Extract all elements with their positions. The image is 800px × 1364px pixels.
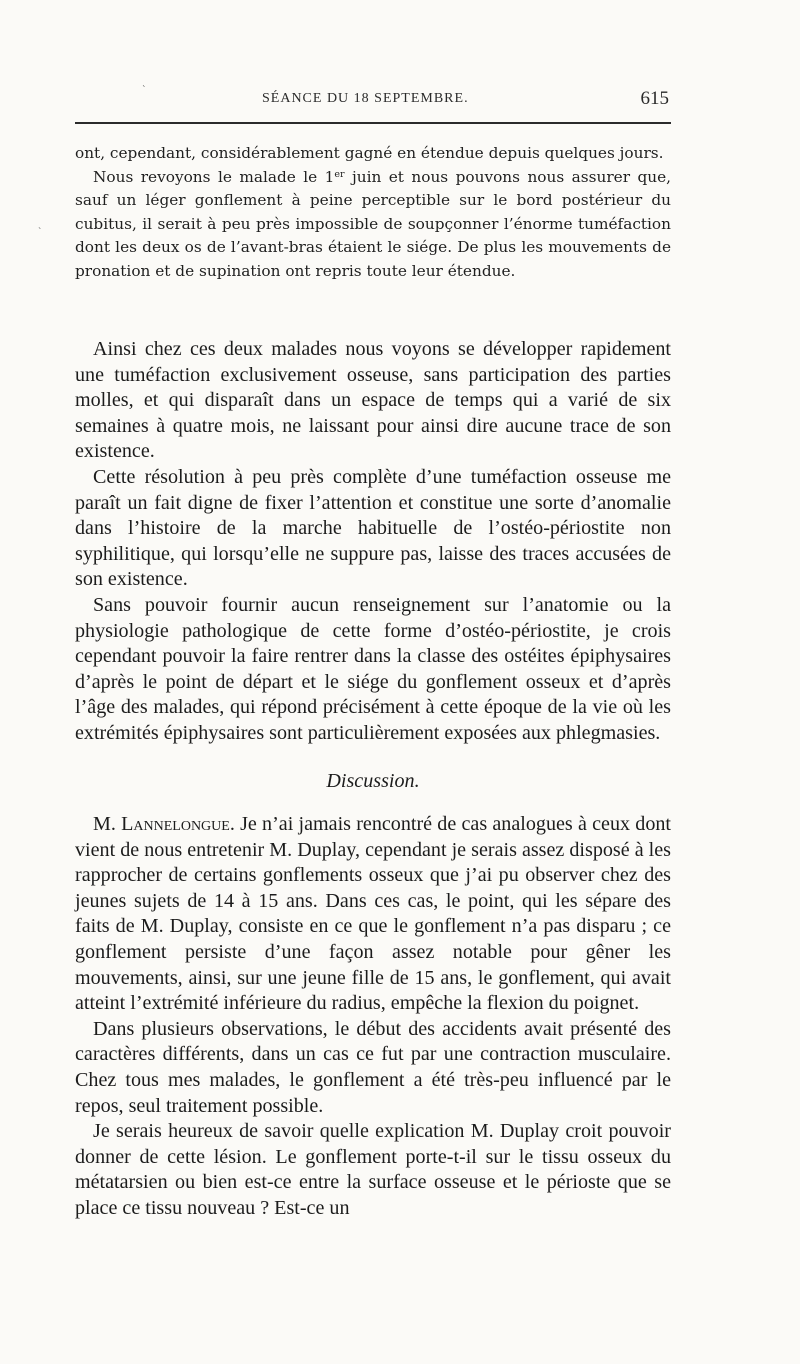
- paragraph: [75, 812, 671, 1017]
- main-text-block: [75, 337, 671, 1222]
- small-print-block: [75, 142, 671, 283]
- paragraph: [75, 166, 671, 284]
- text-run: Je n’ai jamais rencontré de cas analogues à ceux dont vient de nous entretenir M. Duplay, cependant je serais assez disposé à les rapprocher de certains gonflements osseux que j’ai pu observer chez des jeunes sujets de 14 à 15 ans. Dans ces cas, le point, qui les sépare des faits de M. Duplay, consiste en ce que le gonflement n’a pas disparu ; ce gonflement persiste d’une façon assez notable pour gêner les mouvements, ainsi, sur une jeune fille de 15 ans, le gonflement, qui avait atteint l’extrémité inférieure du radius, empêche la flexion du poignet.: [75, 813, 671, 1015]
- paragraph: Ainsi chez ces deux malades nous voyons se développer rapidement une tuméfaction exclusivement osseuse, sans participation des parties molles, et qui disparaît dans un espace de temps qui a varié de six semaines à quatre mois, ne laissant pour ainsi dire aucune trace de son existence.: [75, 338, 671, 463]
- header-rule: [75, 122, 671, 124]
- print-speck: ˋ: [142, 86, 147, 96]
- page-header: [75, 88, 671, 118]
- section-heading: Discussion.: [326, 769, 420, 792]
- paragraph: Sans pouvoir fournir aucun renseignement sur l’anatomie ou la physiologie pathologique de cette forme d’ostéo-périostite, je crois cependant pouvoir la faire rentrer dans la classe des ostéites épiphysaires d’après le point de départ et le siége du gonflement osseux et d’après l’âge des malades, qui répond précisément à cette époque de la vie où les extrémités épiphysaires sont particulièrement exposées aux phlegmasies.: [75, 593, 671, 744]
- text-run: juin et nous pouvons nous assurer que, sauf un léger gonflement à peine perceptible sur le bord postérieur du cubitus, il serait à peu près impossible de soupçonner l’énorme tuméfaction dont les deux os de l’avant-bras étaient le siége. De plus les mouvements de pronation et de supination ont repris toute leur étendue.: [75, 167, 672, 280]
- page-number: 615: [640, 88, 669, 109]
- speaker-name: M. Lannelongue.: [93, 813, 235, 836]
- text-run: Nous revoyons le malade le 1: [93, 167, 335, 186]
- print-speck: ˴: [38, 222, 42, 233]
- paragraph: Je serais heureux de savoir quelle explication M. Duplay croit pouvoir donner de cette lésion. Le gonflement porte-t-il sur le tissu osseux du métatarsien ou bien est-ce entre la surface osseuse et le périoste que se place ce tissu nouveau ? Est-ce un: [75, 1120, 671, 1219]
- paragraph: Dans plusieurs observations, le début des accidents avait présenté des caractères différents, dans un cas ce fut par une contraction musculaire. Chez tous mes malades, le gonflement a été très-peu influencé par le repos, seul traitement possible.: [75, 1017, 671, 1117]
- paragraph: ont, cependant, considérablement gagné en étendue depuis quelques jours.: [75, 144, 664, 162]
- paragraph: Cette résolution à peu près complète d’une tuméfaction osseuse me paraît un fait digne de fixer l’attention et constitue une sorte d’anomalie dans l’histoire de la marche habituelle de l’ostéo-périostite non syphilitique, qui lorsqu’elle ne suppure pas, laisse des traces accusées de son existence.: [75, 465, 671, 591]
- running-title: SÉANCE DU 18 SEPTEMBRE.: [262, 91, 469, 106]
- superscript: er: [334, 168, 345, 180]
